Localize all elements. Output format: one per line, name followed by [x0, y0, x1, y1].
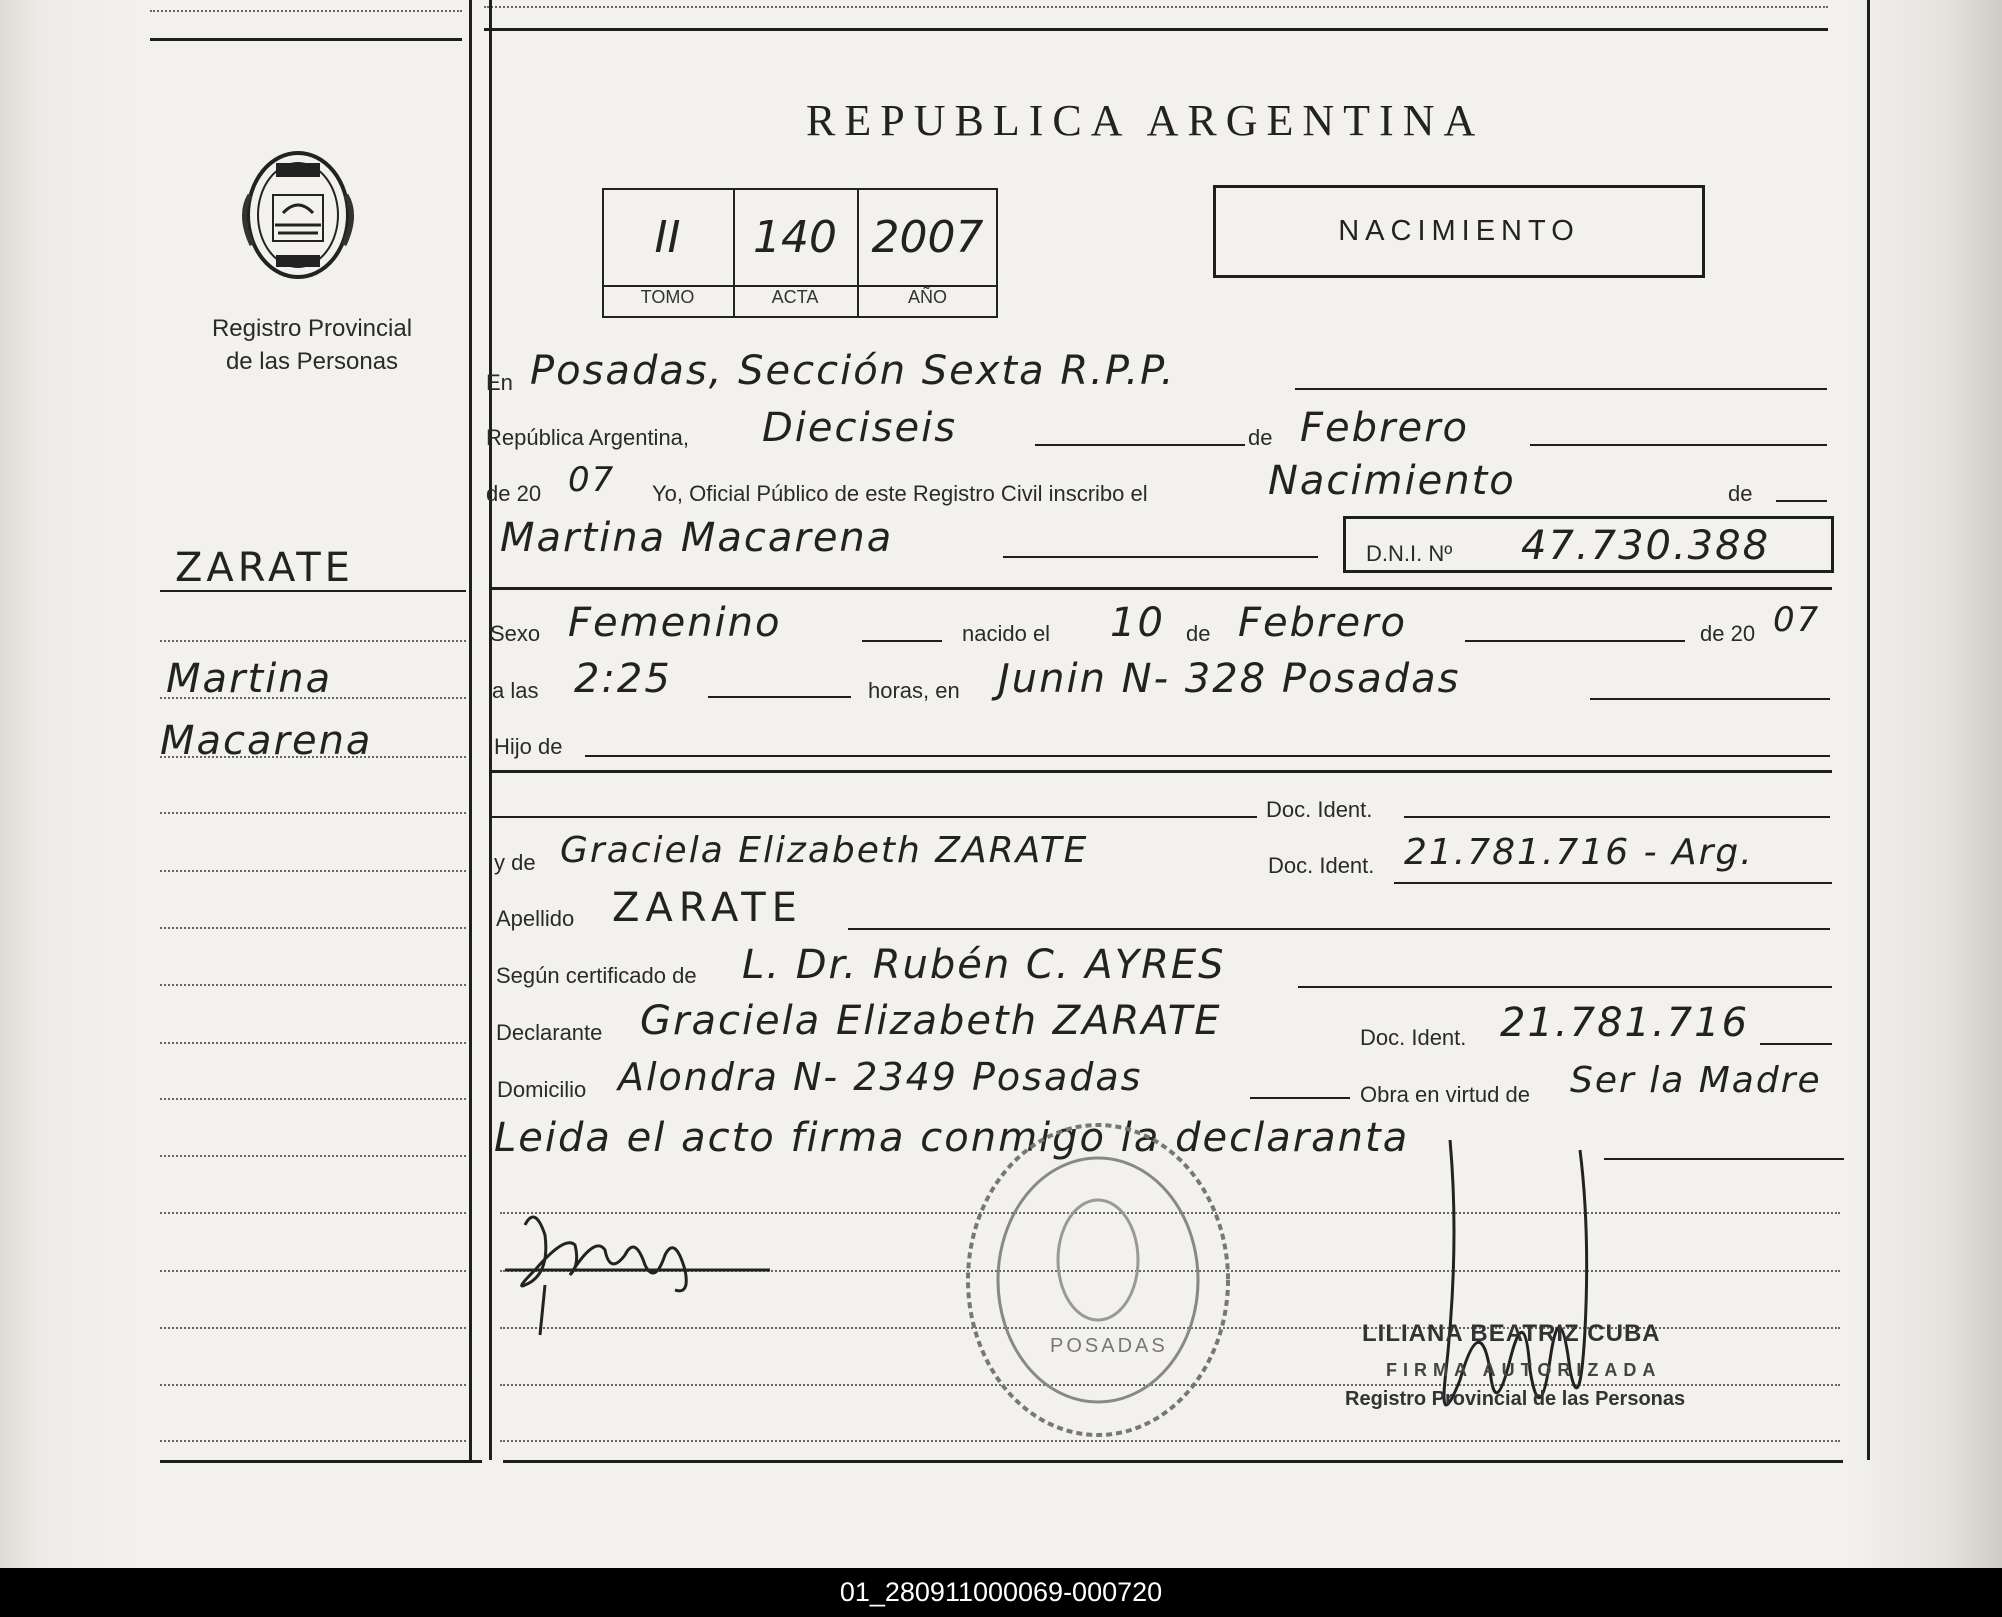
dni-label: D.N.I. Nº	[1366, 541, 1453, 566]
horas-value: Junin N- 328 Posadas	[998, 656, 1461, 702]
nacido-label: nacido el	[962, 621, 1051, 646]
nacido-day: 10	[1110, 600, 1165, 646]
l1-value: Posadas, Sección Sexta R.P.P.	[530, 348, 1176, 394]
alas-value: 2:25	[574, 656, 672, 702]
column-divider-1	[469, 0, 472, 1460]
acta-label: ACTA	[771, 287, 819, 307]
margin-dotted-15	[160, 1440, 466, 1442]
nacido-de: de	[1186, 621, 1211, 646]
nacido-rule	[1465, 640, 1685, 642]
leida-rule	[1604, 1158, 1844, 1160]
margin-surname-rule	[160, 590, 466, 592]
margin-dotted-12	[160, 1270, 466, 1272]
bottom-rule-right	[503, 1460, 1843, 1463]
segun-value: L. Dr. Rubén C. AYRES	[742, 942, 1226, 988]
leida-value: Leida el acto firma conmigo la declaranta	[494, 1115, 1410, 1161]
document-title: REPUBLICA ARGENTINA	[806, 96, 1485, 145]
round-stamp-text: POSADAS	[1050, 1335, 1168, 1357]
domicilio-rule	[1250, 1097, 1350, 1099]
image-id-footer: 01_280911000069-000720	[0, 1568, 2002, 1617]
apellido-value: ZARATE	[612, 885, 803, 931]
l3-text: Yo, Oficial Público de este Registro Civil inscribo el	[652, 481, 1148, 506]
misiones-seal-icon	[228, 135, 368, 295]
section-rule	[492, 587, 1832, 590]
l3-value: Nacimiento	[1268, 458, 1516, 504]
stamp-line3: Registro Provincial de las Personas	[1345, 1388, 1686, 1410]
registry-name-line2: de las Personas	[225, 348, 399, 375]
right-border	[1867, 0, 1870, 1460]
l2-de: de	[1248, 425, 1273, 450]
hijo-rule	[585, 755, 1830, 757]
margin-dotted-11	[160, 1212, 466, 1214]
docident-rule-b	[1404, 816, 1830, 818]
tomo-label: TOMO	[640, 287, 695, 307]
obra-label: Obra en virtud de	[1360, 1082, 1530, 1107]
l1-rule	[1295, 388, 1827, 390]
yde-rule	[1394, 882, 1832, 884]
l2-month: Febrero	[1300, 405, 1469, 451]
declarante-doc-label: Doc. Ident.	[1360, 1025, 1467, 1050]
margin-dotted-4	[160, 812, 466, 814]
l2-rule-b	[1530, 444, 1827, 446]
domicilio-label: Domicilio	[497, 1077, 587, 1102]
l2-rule-a	[1035, 444, 1245, 446]
margin-dotted-7	[160, 984, 466, 986]
hijo-rule-thick	[492, 770, 1832, 773]
top-dotted-left	[150, 10, 462, 12]
alas-rule	[708, 696, 851, 698]
round-official-stamp-icon	[948, 1110, 1248, 1450]
anio-label: AÑO	[907, 287, 947, 307]
l1-label: En	[486, 370, 513, 395]
l2-value: Dieciseis	[762, 405, 958, 451]
dni-value: 47.730.388	[1521, 523, 1771, 569]
l3-rule	[1776, 500, 1827, 502]
margin-given2: Macarena	[160, 718, 373, 764]
stamp-line1: LILIANA BEATRIZ CUBA	[1362, 1320, 1661, 1347]
docident-rule-a	[492, 816, 1257, 818]
margin-surname: ZARATE	[175, 545, 354, 591]
alas-label: a las	[492, 678, 539, 703]
margin-dotted-9	[160, 1098, 466, 1100]
acta-value: 140	[753, 212, 837, 263]
margin-dotted-1	[160, 640, 466, 642]
declarant-signature-icon	[505, 1195, 775, 1345]
declarante-label: Declarante	[496, 1020, 603, 1045]
margin-dotted-14	[160, 1384, 466, 1386]
bottom-rule-left	[160, 1460, 482, 1463]
record-type-box: NACIMIENTO	[1213, 185, 1705, 278]
registry-name-line1: Registro Provincial	[211, 315, 413, 342]
margin-dotted-6	[160, 927, 466, 929]
nacido-year-label: de 20	[1700, 621, 1756, 646]
margin-dotted-10	[160, 1155, 466, 1157]
anio-value: 2007	[871, 212, 984, 263]
top-rule-left	[150, 38, 462, 41]
sexo-label: Sexo	[490, 621, 541, 646]
top-rule-right	[484, 28, 1828, 31]
l3-year: 07	[568, 460, 616, 500]
margin-dotted-8	[160, 1042, 466, 1044]
l4-value: Martina Macarena	[500, 515, 894, 561]
yde-value: Graciela Elizabeth ZARATE	[560, 830, 1089, 871]
column-divider-2	[489, 0, 492, 1460]
yde-doc-value: 21.781.716 - Arg.	[1404, 832, 1754, 873]
yde-label: y de	[494, 850, 536, 875]
horas-rule	[1590, 698, 1830, 700]
yde-doc-label: Doc. Ident.	[1268, 853, 1375, 878]
nacido-month: Febrero	[1238, 600, 1407, 646]
l4-rule	[1003, 556, 1318, 558]
apellido-label: Apellido	[496, 906, 575, 931]
sexo-value: Femenino	[568, 600, 782, 646]
margin-dotted-13	[160, 1327, 466, 1329]
margin-dotted-5	[160, 870, 466, 872]
obra-value: Ser la Madre	[1570, 1060, 1822, 1101]
apellido-rule	[848, 928, 1830, 930]
segun-rule	[1298, 986, 1832, 988]
nacido-year: 07	[1773, 600, 1821, 640]
l3-label: de 20	[486, 481, 542, 506]
dni-box	[1343, 516, 1834, 573]
tomo-value: II	[654, 212, 681, 263]
declarante-doc-value: 21.781.716	[1500, 1000, 1750, 1046]
horas-label: horas, en	[868, 678, 960, 703]
l2-label: República Argentina,	[486, 425, 690, 450]
l3-de: de	[1728, 481, 1753, 506]
segun-label: Según certificado de	[496, 963, 697, 988]
domicilio-value: Alondra N- 2349 Posadas	[618, 1055, 1143, 1099]
hijo-label: Hijo de	[494, 734, 563, 759]
margin-given1: Martina	[166, 656, 333, 702]
margin-dotted-2	[160, 697, 466, 699]
declarante-value: Graciela Elizabeth ZARATE	[640, 998, 1222, 1044]
top-dotted-right	[484, 6, 1828, 8]
docident-label: Doc. Ident.	[1266, 797, 1373, 822]
stamp-line2: FIRMA AUTORIZADA	[1386, 1360, 1662, 1380]
sexo-rule	[862, 640, 942, 642]
declarante-rule	[1760, 1043, 1832, 1045]
margin-dotted-3	[160, 756, 466, 758]
